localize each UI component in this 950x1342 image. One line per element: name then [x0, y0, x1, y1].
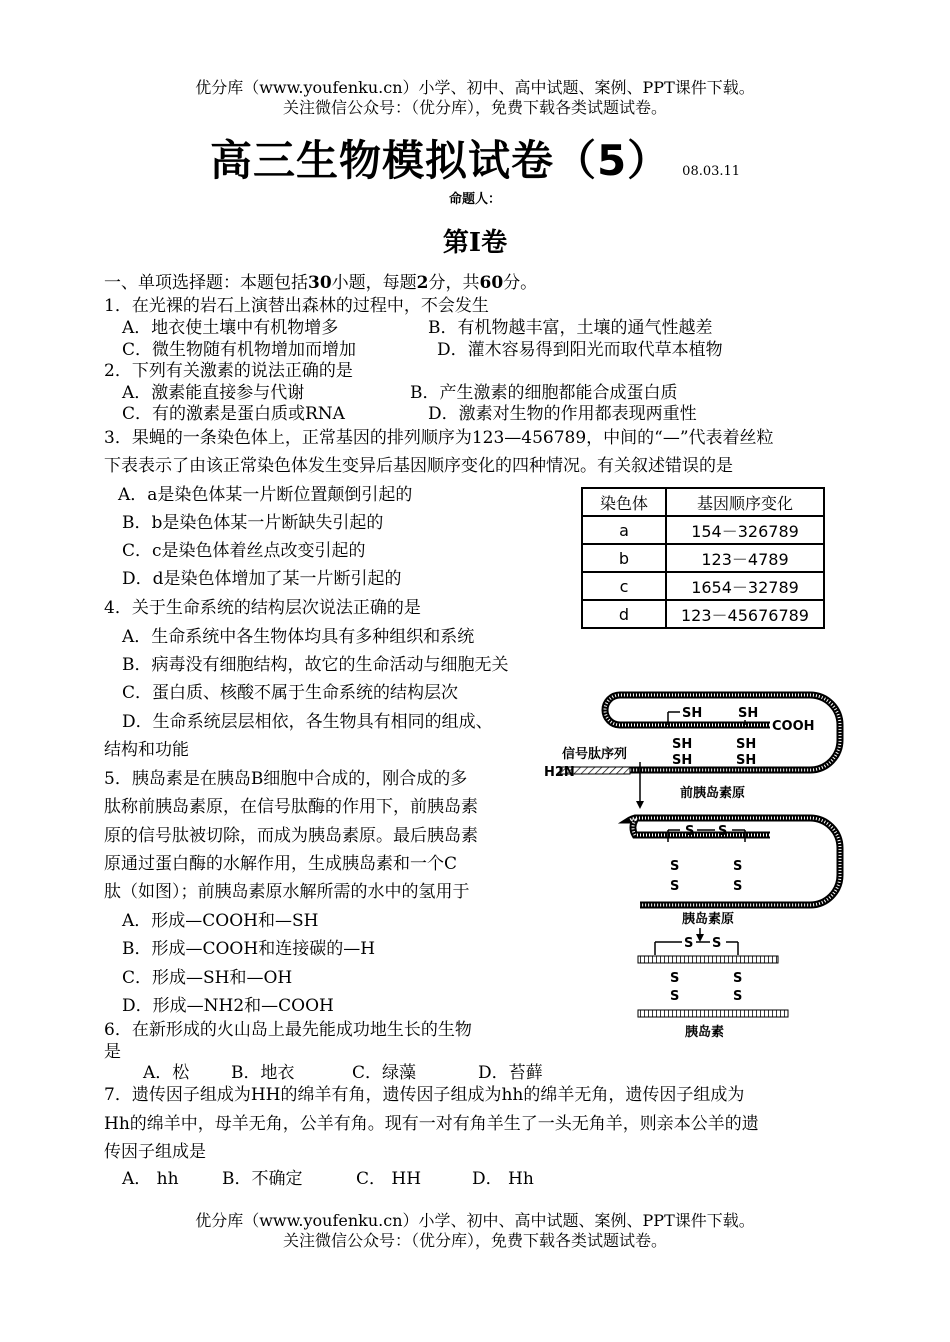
q2-option-d: D．激素对生物的作用都表现两重性 [428, 404, 697, 424]
ss-label: S [670, 989, 680, 1004]
section-prefix: 一、单项选择题：本题包括 [104, 273, 308, 293]
table-cell: d [582, 600, 666, 628]
section-mid1: 小题，每题 [331, 273, 417, 293]
q6-stem-2: 是 [104, 1042, 121, 1062]
q5-option-b: B．形成—COOH和连接碳的—H [122, 939, 376, 959]
q7-option-b: B．不确定 [222, 1169, 303, 1189]
ss-label: S [712, 936, 722, 951]
q5-option-c: C．形成—SH和—OH [122, 968, 293, 988]
table-cell: a [582, 516, 666, 544]
q1-stem: 1．在光裸的岩石上演替出森林的过程中，不会发生 [104, 296, 489, 316]
title-date: 08.03.11 [682, 164, 741, 179]
footer-line-1: 优分库（www.youfenku.cn）小学、初中、高中试题、案例、PPT课件下载。 [195, 1211, 755, 1230]
q3-option-c: C．c是染色体着丝点改变引起的 [122, 541, 366, 561]
sh-label: SH [736, 737, 757, 752]
insulin-label: 胰岛素 [685, 1025, 725, 1040]
section-count: 30 [308, 273, 332, 293]
ss-label: S [718, 824, 728, 839]
q5-option-a: A．形成—COOH和—SH [122, 911, 319, 931]
preproinsulin-panel [544, 695, 840, 801]
q4-stem: 4．关于生命系统的结构层次说法正确的是 [104, 598, 421, 618]
q7-option-a: A． hh [122, 1169, 179, 1189]
q7-stem-1: 7．遗传因子组成为HH的绵羊有角，遗传因子组成为hh的绵羊无角，遗传因子组成为 [104, 1085, 745, 1105]
insulin-processing-diagram [540, 680, 850, 1040]
chromosome-table [581, 487, 825, 629]
section-score: 2 [416, 273, 429, 293]
q5-stem-2: 肽称前胰岛素原，在信号肽酶的作用下，前胰岛素 [104, 797, 478, 817]
header-line-2: 关注微信公众号：（优分库），免费下载各类试题试卷。 [282, 98, 667, 117]
q5-stem-1: 5．胰岛素是在胰岛B细胞中合成的，刚合成的多 [104, 769, 468, 789]
q1-option-a: A．地衣使土壤中有机物增多 [122, 318, 339, 338]
sh-label: SH [682, 706, 703, 721]
q6-option-c: C．绿藻 [352, 1063, 417, 1083]
q3-option-d: D．d是染色体增加了某一片断引起的 [122, 569, 402, 589]
section-suffix: 分。 [503, 273, 538, 293]
q3-option-b: B．b是染色体某一片断缺失引起的 [122, 513, 384, 533]
q5-stem-3: 原的信号肽被切除，而成为胰岛素原。最后胰岛素 [104, 826, 478, 846]
table-row [582, 600, 824, 628]
header-line-1: 优分库（www.youfenku.cn）小学、初中、高中试题、案例、PPT课件下载。 [195, 78, 755, 97]
proinsulin-panel [630, 818, 840, 927]
table-row [582, 572, 824, 600]
h2n-label: H2N [544, 765, 575, 780]
b-chain [638, 1010, 788, 1017]
signal-peptide-label: 信号肽序列 [562, 747, 628, 762]
q2-stem: 2．下列有关激素的说法正确的是 [104, 361, 353, 381]
q5-stem-5: 肽（如图）；前胰岛素原水解所需的水中的氢用于 [104, 882, 470, 902]
volume-heading: 第Ⅰ卷 [442, 228, 508, 258]
cooh-label: COOH [772, 719, 815, 734]
section-instructions [104, 272, 537, 294]
q4-option-d-2: 结构和功能 [104, 740, 189, 760]
section-mid2: 分，共 [428, 273, 480, 293]
q6-option-d: D．苔藓 [478, 1063, 543, 1083]
ss-label: S [733, 989, 743, 1004]
ss-label: S [684, 936, 694, 951]
footer-line-2: 关注微信公众号：（优分库），免费下载各类试题试卷。 [282, 1231, 667, 1250]
table-row [582, 516, 824, 544]
table-header-row [582, 488, 824, 516]
table-header-cell: 基因顺序变化 [666, 488, 824, 516]
table-cell: 154－326789 [666, 516, 824, 544]
sh-label: SH [738, 706, 759, 721]
q4-option-d-1: D．生命系统层层相依，各生物具有相同的组成、 [122, 712, 493, 732]
q6-stem-1: 6．在新形成的火山岛上最先能成功地生长的生物 [104, 1020, 472, 1040]
q5-stem-4: 原通过蛋白酶的水解作用，生成胰岛素和一个C [104, 854, 458, 874]
q5-option-d: D．形成—NH2和—COOH [122, 996, 334, 1016]
arrow-down-icon [696, 934, 704, 942]
ss-label: S [670, 859, 680, 874]
q6-option-b: B．地衣 [231, 1063, 295, 1083]
sh-label: SH [736, 753, 757, 768]
q2-option-b: B．产生激素的细胞都能合成蛋白质 [410, 383, 678, 403]
ss-label: S [685, 824, 695, 839]
table-header-cell: 染色体 [582, 488, 666, 516]
table-cell: 123－45676789 [666, 600, 824, 628]
q7-stem-3: 传因子组成是 [104, 1142, 206, 1162]
table-cell: 1654－32789 [666, 572, 824, 600]
q4-option-b: B．病毒没有细胞结构，故它的生命活动与细胞无关 [122, 655, 509, 675]
q2-option-a: A．激素能直接参与代谢 [122, 383, 305, 403]
table-cell: c [582, 572, 666, 600]
ss-label: S [733, 859, 743, 874]
sh-label: SH [672, 737, 693, 752]
q1-option-c: C．微生物随有机物增加而增加 [122, 340, 357, 360]
arrow-down-icon [636, 801, 644, 809]
table-cell: b [582, 544, 666, 572]
q1-option-b: B．有机物越丰富，土壤的通气性越差 [428, 318, 713, 338]
q4-option-c: C．蛋白质、核酸不属于生命系统的结构层次 [122, 683, 459, 703]
ss-label: S [670, 971, 680, 986]
q7-option-c: C． HH [356, 1169, 422, 1189]
q2-option-c: C．有的激素是蛋白质或RNA [122, 404, 345, 424]
q7-option-d: D． Hh [472, 1169, 534, 1189]
q6-option-a: A．松 [143, 1063, 190, 1083]
proinsulin-label: 胰岛素原 [682, 912, 735, 927]
table-cell: 123－4789 [666, 544, 824, 572]
q3-option-a: A．a是染色体某一片断位置颠倒引起的 [118, 485, 413, 505]
ss-label: S [733, 971, 743, 986]
preproinsulin-label: 前胰岛素原 [680, 786, 746, 801]
q1-option-d: D．灌木容易得到阳光而取代草本植物 [437, 340, 723, 360]
section-total: 60 [479, 273, 504, 293]
ss-label: S [733, 879, 743, 894]
title-main: 高三生物模拟试卷（5） [209, 136, 671, 185]
q4-option-a: A．生命系统中各生物体均具有多种组织和系统 [122, 627, 475, 647]
q3-stem-1: 3．果蝇的一条染色体上，正常基因的排列顺序为123—456789，中间的“—”代表着丝粒 [104, 428, 774, 448]
a-chain [638, 956, 778, 963]
ss-label: S [670, 879, 680, 894]
sh-label: SH [672, 753, 693, 768]
insulin-panel [638, 936, 788, 1040]
q3-stem-2: 下表表示了由该正常染色体发生变异后基因顺序变化的四种情况。有关叙述错误的是 [104, 456, 733, 476]
q7-stem-2: Hh的绵羊中，母羊无角，公羊有角。现有一对有角羊生了一头无角羊，则亲本公羊的遗 [104, 1114, 759, 1134]
exam-title [0, 128, 950, 188]
table-row [582, 544, 824, 572]
author-label: 命题人： [448, 192, 501, 207]
